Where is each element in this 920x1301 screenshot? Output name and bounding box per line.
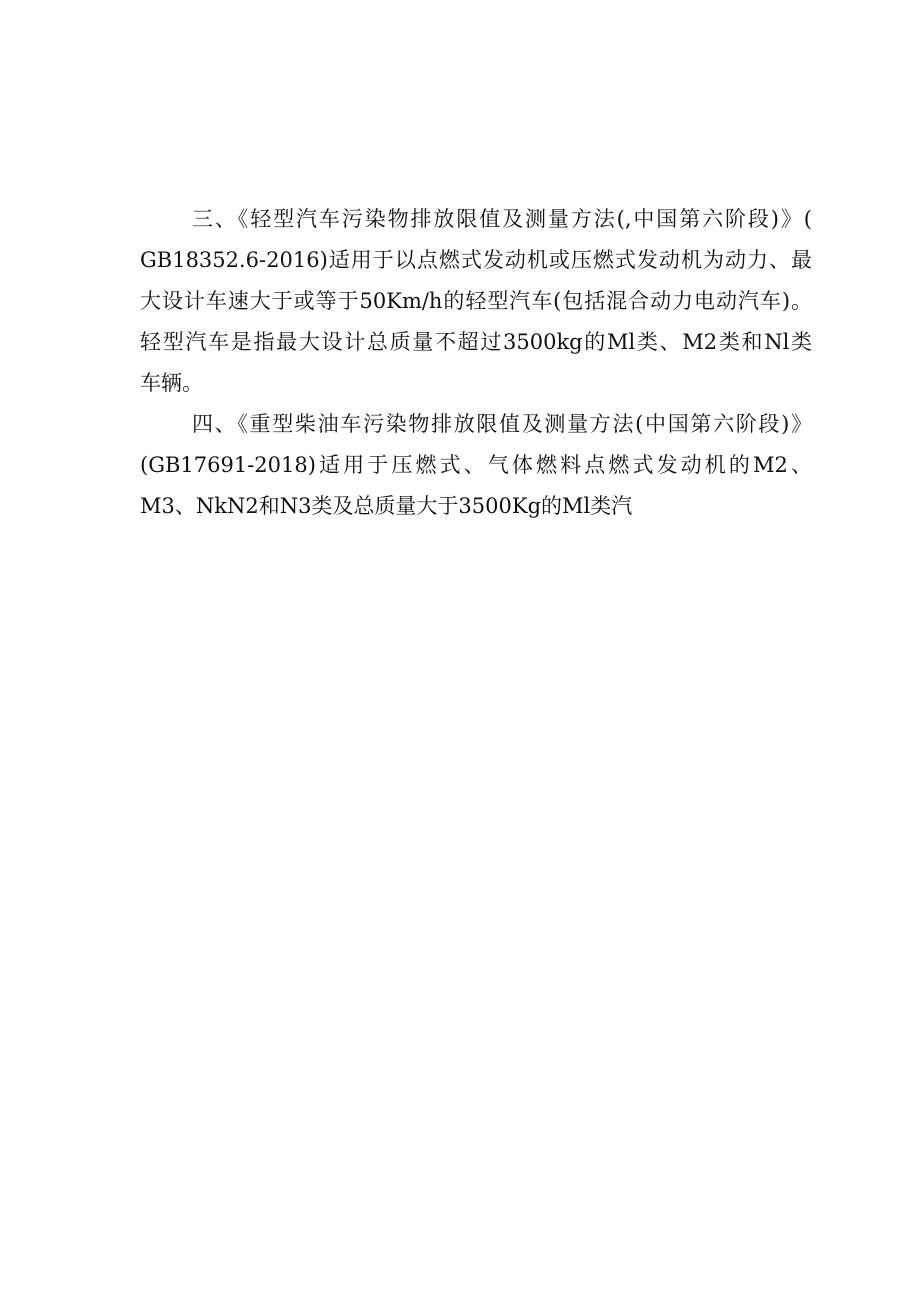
paragraph-3 bbox=[140, 199, 812, 404]
paragraph-4 bbox=[140, 404, 812, 527]
paragraph-line: 大设计车速大于或等于50Km/h的轻型汽车(包括混合动力电动汽车)。 bbox=[140, 289, 812, 313]
paragraph-line: GB18352.6-2016)适用于以点燃式发动机或压燃式发动机为动力、最 bbox=[140, 248, 812, 272]
paragraph-line: M3、NkN2和N3类及总质量大于3500Kg的Ml类汽 bbox=[140, 494, 633, 518]
document-body bbox=[140, 199, 812, 527]
paragraph-line: 四、《重型柴油车污染物排放限值及测量方法(中国第六阶段)》 bbox=[192, 412, 812, 436]
paragraph-line: (GB17691-2018)适用于压燃式、气体燃料点燃式发动机的M2、 bbox=[140, 453, 812, 477]
paragraph-line: 轻型汽车是指最大设计总质量不超过3500kg的Ml类、M2类和Nl类 bbox=[140, 330, 812, 354]
paragraph-line: 车辆。 bbox=[140, 371, 203, 395]
paragraph-line: 三、《轻型汽车污染物排放限值及测量方法(,中国第六阶段)》( bbox=[192, 207, 812, 231]
